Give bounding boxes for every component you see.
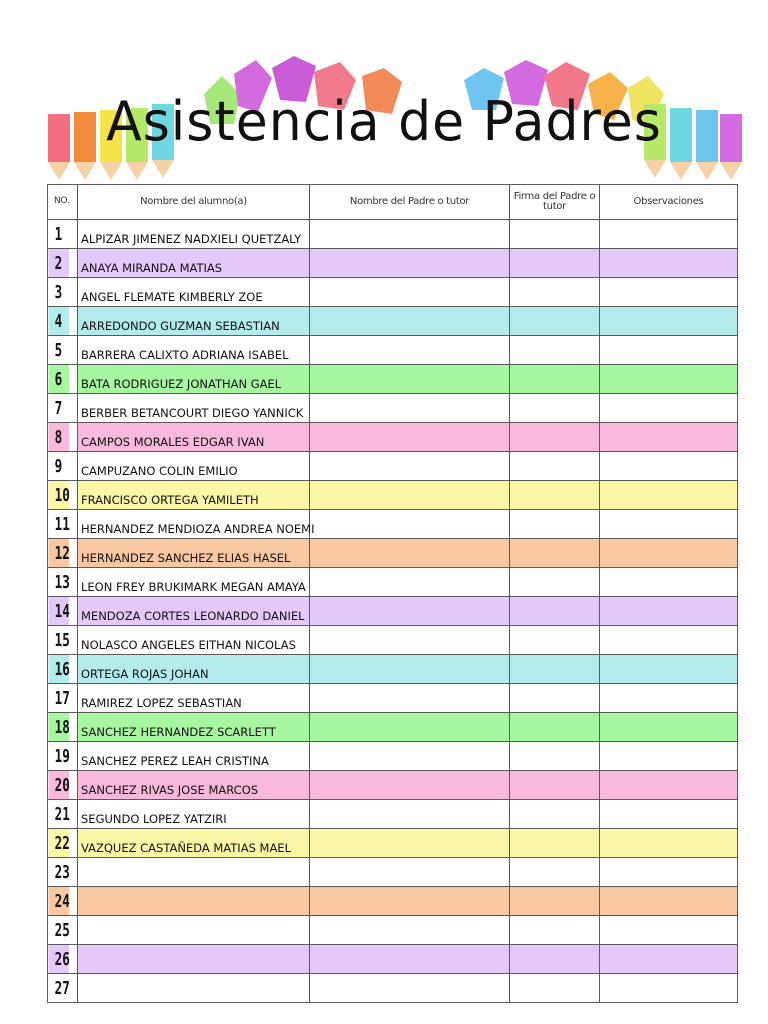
table-row (48, 278, 738, 307)
parent-name-cell[interactable] (310, 829, 510, 858)
observations-cell[interactable] (600, 771, 738, 800)
signature-cell[interactable] (510, 887, 600, 916)
row-number: 15 (48, 626, 69, 655)
student-name-cell: MENDOZA CORTES LEONARDO DANIEL (78, 597, 310, 626)
row-number: 20 (48, 771, 69, 800)
observations-cell[interactable] (600, 539, 738, 568)
signature-cell[interactable] (510, 858, 600, 887)
student-name-cell: BATA RODRIGUEZ JONATHAN GAEL (78, 365, 310, 394)
table-row (48, 974, 738, 1003)
row-number: 25 (48, 916, 69, 945)
parent-name-cell[interactable] (310, 974, 510, 1003)
table-row (48, 539, 738, 568)
signature-cell[interactable] (510, 365, 600, 394)
student-name-cell (78, 974, 310, 1003)
table-header-row (48, 185, 738, 220)
parent-name-cell[interactable] (310, 423, 510, 452)
student-name-cell: SANCHEZ HERNANDEZ SCARLETT (78, 713, 310, 742)
parent-name-cell[interactable] (310, 742, 510, 771)
row-number: 9 (48, 452, 69, 481)
row-number: 3 (48, 278, 69, 307)
observations-cell[interactable] (600, 423, 738, 452)
parent-name-cell[interactable] (310, 945, 510, 974)
table-row (48, 626, 738, 655)
row-number: 11 (48, 510, 69, 539)
student-name-cell: ANAYA MIRANDA MATIAS (78, 249, 310, 278)
observations-cell[interactable] (600, 220, 738, 249)
student-name-cell: ALPIZAR JIMENEZ NADXIELI QUETZALY (78, 220, 310, 249)
signature-cell[interactable] (510, 481, 600, 510)
student-name-cell (78, 858, 310, 887)
row-number: 22 (48, 829, 69, 858)
table-row (48, 481, 738, 510)
parent-name-cell[interactable] (310, 307, 510, 336)
student-name-cell: HERNANDEZ MENDIOZA ANDREA NOEMI (78, 510, 310, 539)
observations-cell[interactable] (600, 916, 738, 945)
student-name-cell: LEON FREY BRUKIMARK MEGAN AMAYA (78, 568, 310, 597)
observations-cell[interactable] (600, 452, 738, 481)
student-name-cell: HERNANDEZ SANCHEZ ELIAS HASEL (78, 539, 310, 568)
table-row (48, 510, 738, 539)
signature-cell[interactable] (510, 423, 600, 452)
parent-name-cell[interactable] (310, 568, 510, 597)
parent-name-cell[interactable] (310, 481, 510, 510)
parent-name-cell[interactable] (310, 220, 510, 249)
row-number: 14 (48, 597, 69, 626)
student-name-cell: CAMPUZANO COLIN EMILIO (78, 452, 310, 481)
observations-cell[interactable] (600, 742, 738, 771)
table-row (48, 452, 738, 481)
student-name-cell (78, 945, 310, 974)
parent-name-cell[interactable] (310, 858, 510, 887)
page-title: Asistencia de Padres (106, 90, 662, 154)
table-row (48, 684, 738, 713)
signature-cell[interactable] (510, 742, 600, 771)
observations-cell[interactable] (600, 365, 738, 394)
header-parent-name: Nombre del Padre o tutor (310, 185, 510, 220)
row-number: 7 (48, 394, 69, 423)
table-row (48, 945, 738, 974)
header-no: NO. (48, 185, 78, 220)
parent-name-cell[interactable] (310, 887, 510, 916)
student-name-cell: SANCHEZ RIVAS JOSE MARCOS (78, 771, 310, 800)
signature-cell[interactable] (510, 945, 600, 974)
table-body (48, 220, 738, 1003)
parent-name-cell[interactable] (310, 394, 510, 423)
student-name-cell: BERBER BETANCOURT DIEGO YANNICK (78, 394, 310, 423)
student-name-cell: SEGUNDO LOPEZ YATZIRI (78, 800, 310, 829)
observations-cell[interactable] (600, 945, 738, 974)
row-number: 19 (48, 742, 69, 771)
student-name-cell: NOLASCO ANGELES EITHAN NICOLAS (78, 626, 310, 655)
signature-cell[interactable] (510, 800, 600, 829)
signature-cell[interactable] (510, 655, 600, 684)
parent-name-cell[interactable] (310, 539, 510, 568)
row-number: 12 (48, 539, 69, 568)
table-row (48, 220, 738, 249)
signature-cell[interactable] (510, 278, 600, 307)
observations-cell[interactable] (600, 278, 738, 307)
attendance-table (47, 184, 738, 1003)
parent-name-cell[interactable] (310, 597, 510, 626)
parent-name-cell[interactable] (310, 800, 510, 829)
signature-cell[interactable] (510, 626, 600, 655)
table-row (48, 597, 738, 626)
row-number: 4 (48, 307, 69, 336)
signature-cell[interactable] (510, 394, 600, 423)
signature-cell[interactable] (510, 713, 600, 742)
table-row (48, 249, 738, 278)
header-student-name: Nombre del alumno(a) (78, 185, 310, 220)
row-number: 10 (48, 481, 69, 510)
student-name-cell (78, 887, 310, 916)
student-name-cell: RAMIREZ LOPEZ SEBASTIAN (78, 684, 310, 713)
row-number: 2 (48, 249, 69, 278)
table-row (48, 307, 738, 336)
student-name-cell: ARREDONDO GUZMAN SEBASTIAN (78, 307, 310, 336)
row-number: 13 (48, 568, 69, 597)
observations-cell[interactable] (600, 481, 738, 510)
signature-cell[interactable] (510, 568, 600, 597)
table-row (48, 858, 738, 887)
signature-cell[interactable] (510, 452, 600, 481)
signature-cell[interactable] (510, 916, 600, 945)
observations-cell[interactable] (600, 684, 738, 713)
observations-cell[interactable] (600, 887, 738, 916)
parent-name-cell[interactable] (310, 916, 510, 945)
parent-name-cell[interactable] (310, 771, 510, 800)
observations-cell[interactable] (600, 568, 738, 597)
observations-cell[interactable] (600, 800, 738, 829)
row-number: 23 (48, 858, 69, 887)
signature-cell[interactable] (510, 684, 600, 713)
row-number: 8 (48, 423, 69, 452)
signature-cell[interactable] (510, 597, 600, 626)
row-number: 24 (48, 887, 69, 916)
signature-cell[interactable] (510, 771, 600, 800)
signature-cell[interactable] (510, 510, 600, 539)
student-name-cell: CAMPOS MORALES EDGAR IVAN (78, 423, 310, 452)
observations-cell[interactable] (600, 626, 738, 655)
parent-name-cell[interactable] (310, 684, 510, 713)
table-row (48, 423, 738, 452)
table-row (48, 916, 738, 945)
observations-cell[interactable] (600, 394, 738, 423)
student-name-cell: ANGEL FLEMATE KIMBERLY ZOE (78, 278, 310, 307)
observations-cell[interactable] (600, 510, 738, 539)
signature-cell[interactable] (510, 307, 600, 336)
row-number: 16 (48, 655, 69, 684)
row-number: 6 (48, 365, 69, 394)
signature-cell[interactable] (510, 539, 600, 568)
row-number: 18 (48, 713, 69, 742)
table-row (48, 771, 738, 800)
observations-cell[interactable] (600, 307, 738, 336)
signature-cell[interactable] (510, 249, 600, 278)
signature-cell[interactable] (510, 336, 600, 365)
student-name-cell: FRANCISCO ORTEGA YAMILETH (78, 481, 310, 510)
parent-name-cell[interactable] (310, 713, 510, 742)
parent-name-cell[interactable] (310, 510, 510, 539)
row-number: 27 (48, 974, 69, 1003)
parent-name-cell[interactable] (310, 278, 510, 307)
row-number: 5 (48, 336, 69, 365)
parent-name-cell[interactable] (310, 452, 510, 481)
table-row (48, 742, 738, 771)
observations-cell[interactable] (600, 655, 738, 684)
parent-name-cell[interactable] (310, 655, 510, 684)
row-number: 17 (48, 684, 69, 713)
signature-cell[interactable] (510, 829, 600, 858)
table-row (48, 713, 738, 742)
table-row (48, 568, 738, 597)
table-row (48, 365, 738, 394)
observations-cell[interactable] (600, 829, 738, 858)
table-row (48, 394, 738, 423)
table-row (48, 887, 738, 916)
table-row (48, 336, 738, 365)
header-observations: Observaciones (600, 185, 738, 220)
signature-cell[interactable] (510, 974, 600, 1003)
observations-cell[interactable] (600, 597, 738, 626)
student-name-cell: ORTEGA ROJAS JOHAN (78, 655, 310, 684)
student-name-cell (78, 916, 310, 945)
table-row (48, 800, 738, 829)
observations-cell[interactable] (600, 249, 738, 278)
observations-cell[interactable] (600, 336, 738, 365)
observations-cell[interactable] (600, 713, 738, 742)
student-name-cell: VAZQUEZ CASTAÑEDA MATIAS MAEL (78, 829, 310, 858)
table-row (48, 829, 738, 858)
student-name-cell: BARRERA CALIXTO ADRIANA ISABEL (78, 336, 310, 365)
parent-name-cell[interactable] (310, 249, 510, 278)
row-number: 26 (48, 945, 69, 974)
observations-cell[interactable] (600, 974, 738, 1003)
signature-cell[interactable] (510, 220, 600, 249)
observations-cell[interactable] (600, 858, 738, 887)
row-number: 21 (48, 800, 69, 829)
header-parent-signature: Firma del Padre o tutor (510, 185, 600, 220)
row-number: 1 (48, 220, 69, 249)
parent-name-cell[interactable] (310, 365, 510, 394)
parent-name-cell[interactable] (310, 626, 510, 655)
student-name-cell: SANCHEZ PEREZ LEAH CRISTINA (78, 742, 310, 771)
parent-name-cell[interactable] (310, 336, 510, 365)
table-row (48, 655, 738, 684)
